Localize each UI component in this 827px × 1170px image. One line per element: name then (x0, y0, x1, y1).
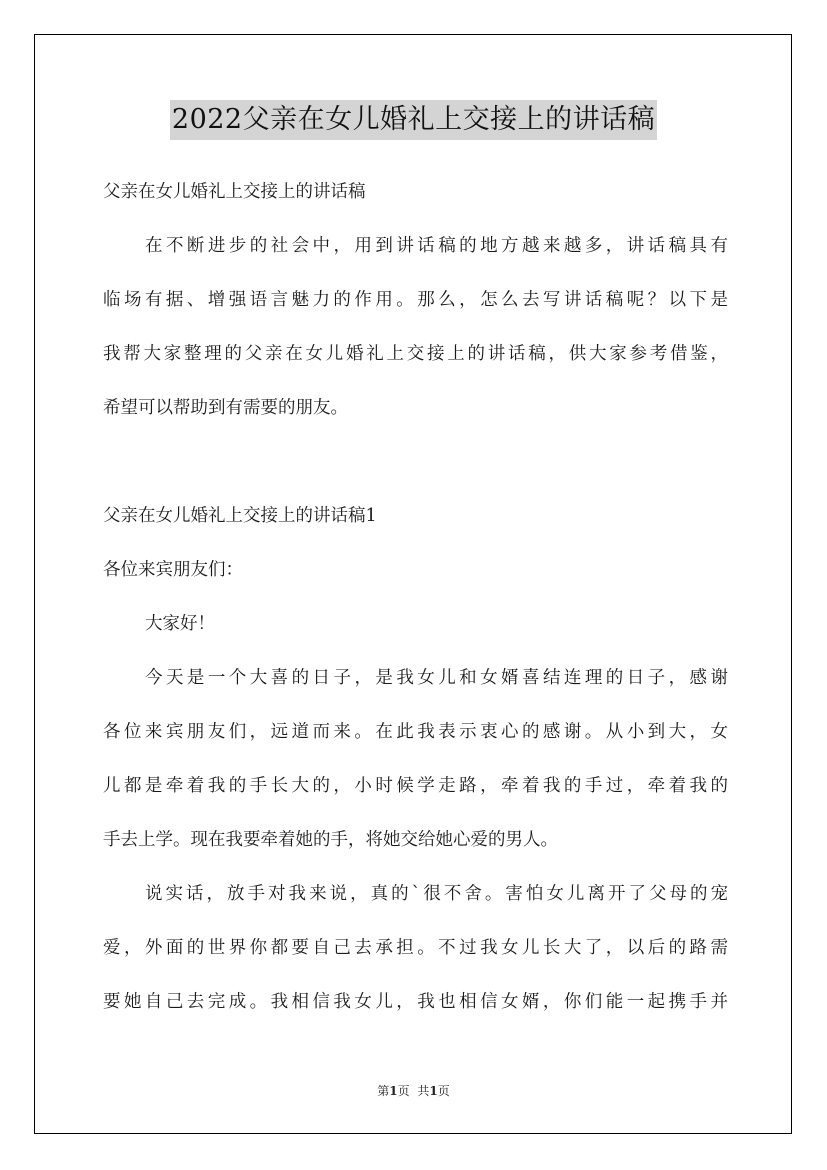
page-current: 1 (389, 1084, 398, 1098)
intro-line: 希望可以帮助到有需要的朋友。 (103, 398, 348, 418)
paragraph-line: 要她自己去完成。我相信我女儿，我也相信女婿，你们能一起携手并 (103, 992, 728, 1012)
page-prefix: 第 (377, 1084, 390, 1098)
blank-line (103, 435, 728, 489)
greeting: 大家好！ (145, 614, 215, 634)
intro-line: 临场有据、增强语言魅力的作用。那么，怎么去写讲话稿呢？以下是 (103, 290, 728, 310)
total-pages: 1 (429, 1084, 438, 1098)
document-subtitle: 父亲在女儿婚礼上交接上的讲话稿 (103, 182, 366, 202)
document-body (103, 165, 728, 1029)
paragraph-line: 说实话，放手对我来说，真的`很不舍。害怕女儿离开了父母的宠 (145, 884, 728, 904)
paragraph-line: 儿都是牵着我的手长大的，小时候学走路，牵着我的手过，牵着我的 (103, 776, 728, 796)
total-prefix: 共 (417, 1084, 430, 1098)
page-suffix: 页 (397, 1084, 410, 1098)
document-title: 2022父亲在女儿婚礼上交接上的讲话稿 (170, 100, 657, 140)
page-footer (0, 1083, 827, 1099)
salutation: 各位来宾朋友们： (103, 560, 243, 580)
title-container (0, 100, 827, 140)
intro-line: 在不断进步的社会中，用到讲话稿的地方越来越多，讲话稿具有 (145, 236, 728, 256)
paragraph-line: 爱，外面的世界你都要自己去承担。不过我女儿长大了，以后的路需 (103, 938, 728, 958)
paragraph-line: 手去上学。现在我要牵着她的手，将她交给她心爱的男人。 (103, 830, 558, 850)
total-suffix: 页 (437, 1084, 450, 1098)
paragraph-line: 今天是一个大喜的日子，是我女儿和女婿喜结连理的日子，感谢 (145, 668, 728, 688)
section-heading: 父亲在女儿婚礼上交接上的讲话稿1 (103, 506, 377, 526)
paragraph-line: 各位来宾朋友们，远道而来。在此我表示衷心的感谢。从小到大，女 (103, 722, 728, 742)
intro-line: 我帮大家整理的父亲在女儿婚礼上交接上的讲话稿，供大家参考借鉴， (103, 344, 728, 364)
